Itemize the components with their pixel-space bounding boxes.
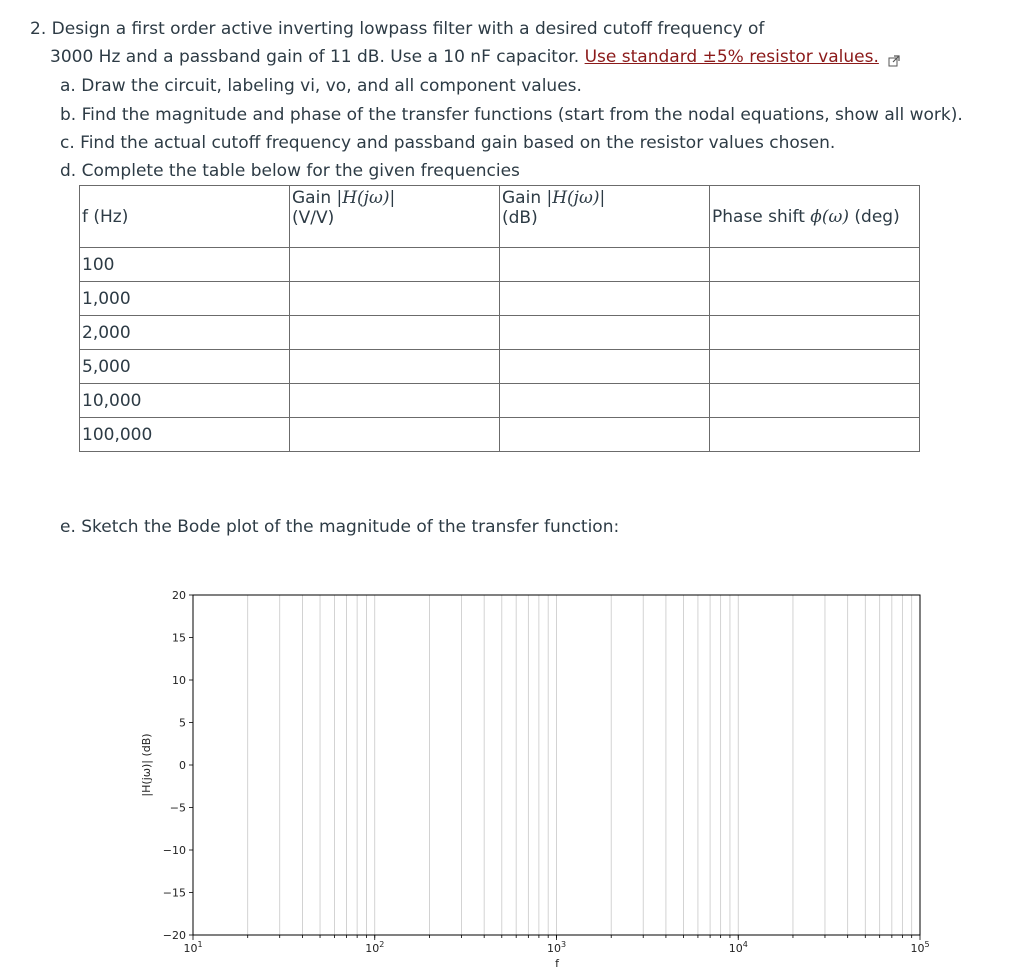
question-text-1: Design a first order active inverting lowpass filter with a desired cutoff frequency of xyxy=(51,19,765,39)
table-row xyxy=(80,316,920,350)
cell-gain-vv[interactable] xyxy=(290,418,500,452)
cell-gain-db[interactable] xyxy=(500,248,710,282)
y-tick-label: 5 xyxy=(179,716,186,730)
cell-frequency: 100 xyxy=(80,248,290,282)
cell-gain-db[interactable] xyxy=(500,384,710,418)
y-tick-label: −10 xyxy=(162,844,186,857)
part-c: c. Find the actual cutoff frequency and passband gain based on the resistor values chosen. xyxy=(60,133,836,153)
frequency-table xyxy=(79,185,920,452)
cell-gain-vv[interactable] xyxy=(290,316,500,350)
cell-frequency: 100,000 xyxy=(80,418,290,452)
cell-frequency: 1,000 xyxy=(80,282,290,316)
cell-phase[interactable] xyxy=(710,350,920,384)
header-frequency xyxy=(80,186,290,248)
table-row xyxy=(80,350,920,384)
header-phase-label: Phase shift xyxy=(712,206,805,227)
x-tick-label: $10^2$ xyxy=(365,940,385,955)
question-line-2 xyxy=(50,46,900,68)
y-axis-label: |H(jω)| (dB) xyxy=(140,733,153,797)
cell-gain-vv[interactable] xyxy=(290,248,500,282)
header-phase xyxy=(710,186,920,248)
header-gain-db-label: Gain xyxy=(502,188,542,208)
y-tick-label: −15 xyxy=(162,886,186,900)
header-gain-db-math: |H(jω)| xyxy=(546,188,606,208)
header-gain-db xyxy=(500,186,710,248)
header-frequency-label: f (Hz) xyxy=(82,206,129,227)
external-link-icon[interactable] xyxy=(888,51,900,63)
cell-gain-db[interactable] xyxy=(500,418,710,452)
cell-gain-vv[interactable] xyxy=(290,384,500,418)
cell-frequency: 2,000 xyxy=(80,316,290,350)
question-text-2: 3000 Hz and a passband gain of 11 dB. Use a 10 nF capacitor. xyxy=(50,47,580,67)
part-e: e. Sketch the Bode plot of the magnitude of the transfer function: xyxy=(60,517,620,537)
cell-gain-vv[interactable] xyxy=(290,350,500,384)
cell-gain-db[interactable] xyxy=(500,282,710,316)
x-tick-label: $10^5$ xyxy=(910,940,930,955)
header-gain-vv-math: |H(jω)| xyxy=(336,188,396,208)
cell-phase[interactable] xyxy=(710,418,920,452)
header-phase-math: ϕ(ω) xyxy=(810,206,849,227)
y-tick-label: −5 xyxy=(169,801,186,815)
y-tick-label: 10 xyxy=(172,674,186,687)
table-header-row xyxy=(80,186,920,248)
header-gain-vv-label: Gain xyxy=(292,188,332,208)
cell-phase[interactable] xyxy=(710,282,920,316)
cell-phase[interactable] xyxy=(710,316,920,350)
header-gain-vv-unit: (V/V) xyxy=(292,208,335,228)
y-tick-label: 0 xyxy=(179,759,186,772)
cell-gain-vv[interactable] xyxy=(290,282,500,316)
table-row xyxy=(80,418,920,452)
header-phase-unit: (deg) xyxy=(854,206,900,227)
cell-phase[interactable] xyxy=(710,248,920,282)
y-tick-label: 15 xyxy=(172,631,186,645)
header-gain-db-unit: (dB) xyxy=(502,208,538,228)
x-axis-label: f xyxy=(555,957,559,970)
x-tick-label: $10^1$ xyxy=(183,940,203,955)
x-tick-label: $10^3$ xyxy=(546,940,567,955)
cell-frequency: 5,000 xyxy=(80,350,290,384)
question-number: 2. xyxy=(30,19,47,39)
cell-frequency: 10,000 xyxy=(80,384,290,418)
cell-gain-db[interactable] xyxy=(500,316,710,350)
cell-phase[interactable] xyxy=(710,384,920,418)
bode-plot[interactable] xyxy=(0,580,1024,980)
question-line-1 xyxy=(30,18,764,40)
header-gain-vv xyxy=(290,186,500,248)
table-row xyxy=(80,248,920,282)
cell-gain-db[interactable] xyxy=(500,350,710,384)
x-tick-label: $10^4$ xyxy=(728,940,748,955)
part-d: d. Complete the table below for the given frequencies xyxy=(60,161,520,181)
table-row xyxy=(80,384,920,418)
part-a: a. Draw the circuit, labeling vi, vo, and all component values. xyxy=(60,76,582,96)
resistor-values-link[interactable]: Use standard ±5% resistor values. xyxy=(584,47,879,67)
y-tick-label: 20 xyxy=(172,589,186,602)
table-row xyxy=(80,282,920,316)
part-b: b. Find the magnitude and phase of the transfer functions (start from the nodal equations, show all work). xyxy=(60,105,963,125)
y-tick-label: −20 xyxy=(162,929,186,942)
